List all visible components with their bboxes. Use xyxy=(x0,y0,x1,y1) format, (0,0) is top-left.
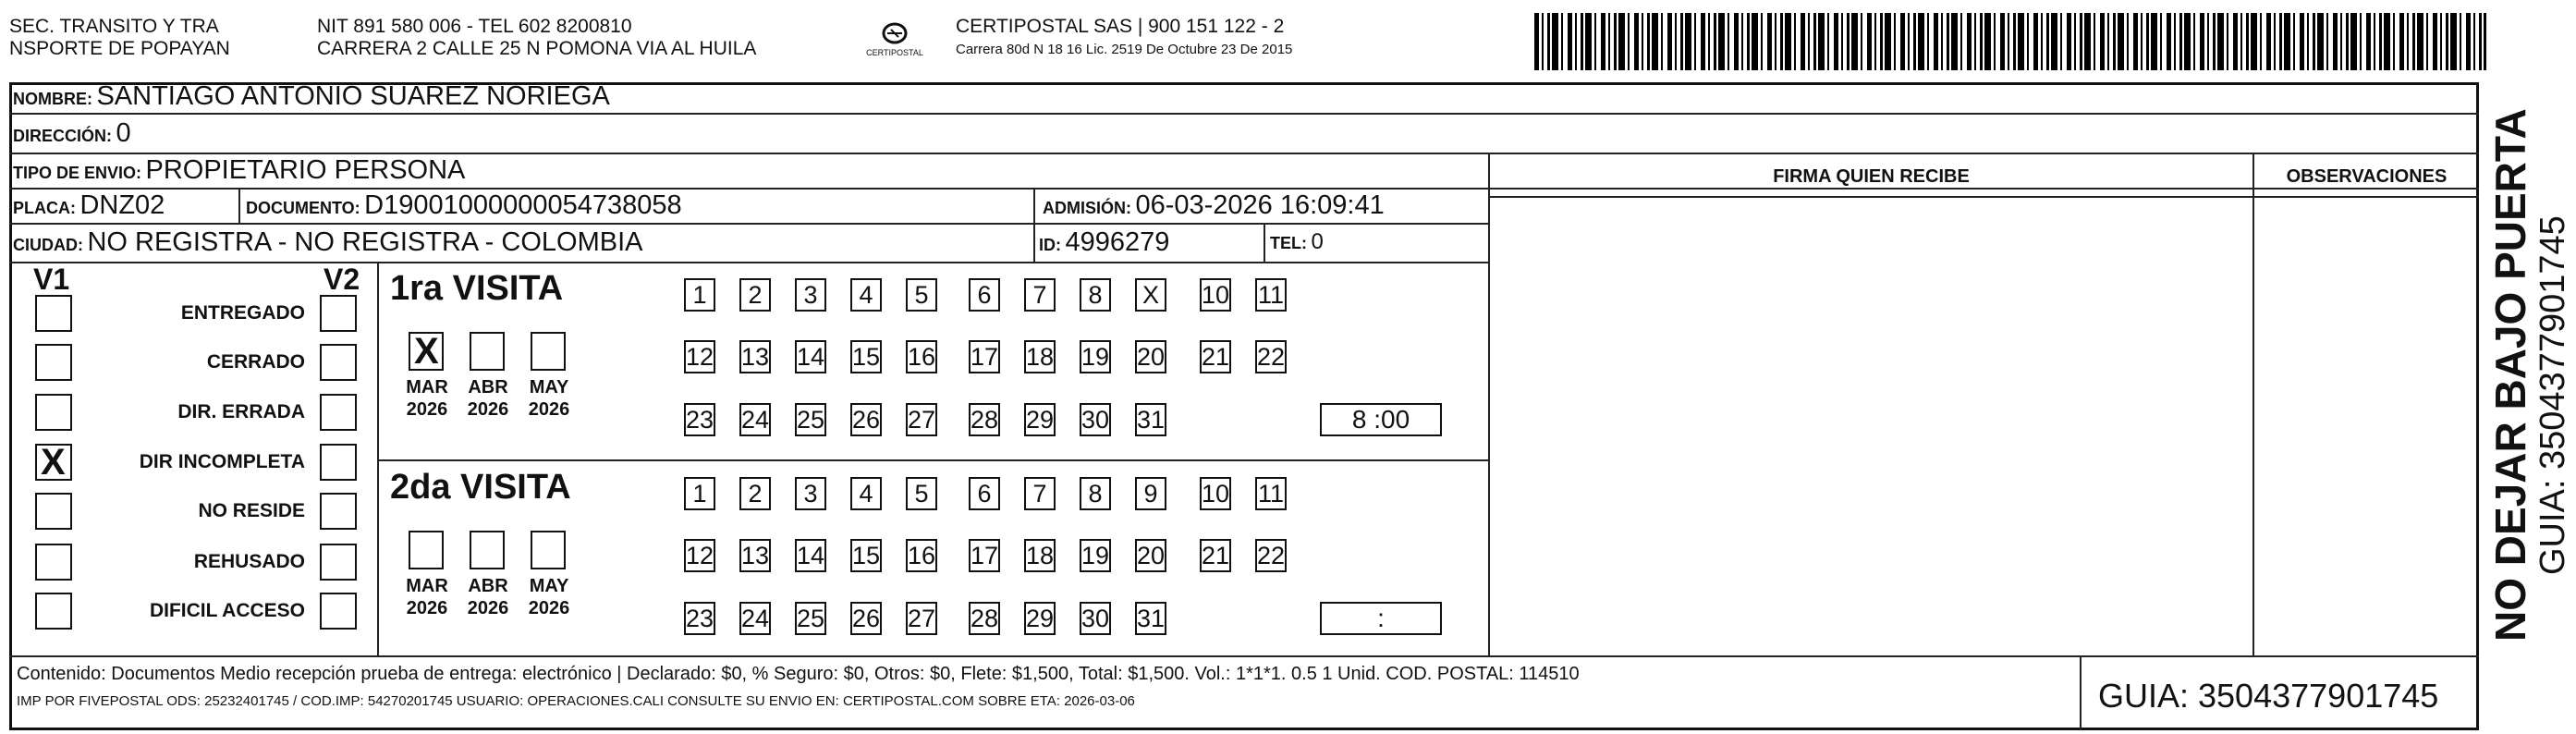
status-v1-checkbox[interactable] xyxy=(35,593,72,630)
tipo-label: TIPO DE ENVIO: xyxy=(13,164,142,182)
day-box[interactable]: 29 xyxy=(1024,602,1056,635)
nit-line: NIT 891 580 006 - TEL 602 8200810 xyxy=(317,16,632,37)
firma-header: FIRMA QUIEN RECIBE xyxy=(1773,166,1970,187)
status-v1-checkbox[interactable] xyxy=(35,444,72,481)
side-guia: GUIA: 3504377901745 xyxy=(2533,215,2572,575)
status-v2-checkbox[interactable] xyxy=(320,493,357,530)
day-box[interactable]: 7 xyxy=(1024,477,1056,510)
day-box[interactable]: 30 xyxy=(1080,403,1111,436)
day-box[interactable]: 3 xyxy=(795,477,826,510)
side-warning: NO DEJAR BAJO PUERTA xyxy=(2486,108,2534,642)
footer-guia: GUIA: 3504377901745 xyxy=(2098,677,2439,715)
day-box[interactable]: 27 xyxy=(906,602,937,635)
day-box[interactable]: 10 xyxy=(1200,477,1231,510)
month-year: 2026 xyxy=(406,399,448,420)
month-checkbox[interactable] xyxy=(470,531,505,569)
rule-guia-left xyxy=(2080,655,2082,730)
month-name: ABR xyxy=(468,576,508,596)
month-year: 2026 xyxy=(528,399,570,420)
status-option-label: NO RESIDE xyxy=(198,500,305,521)
day-box[interactable]: 6 xyxy=(969,278,1000,312)
month-checkbox[interactable] xyxy=(409,531,444,569)
nombre-row xyxy=(13,81,610,116)
rule-firma-left xyxy=(1488,153,1490,656)
nombre-value: SANTIAGO ANTONIO SUAREZ NORIEGA xyxy=(96,81,610,111)
month-name: MAR xyxy=(406,576,448,596)
status-option-label: DIR. ERRADA xyxy=(177,401,305,422)
day-box[interactable]: 22 xyxy=(1255,340,1287,373)
day-box[interactable]: 12 xyxy=(684,340,715,373)
visit-time-box[interactable]: 8 :00 xyxy=(1320,403,1442,436)
month-label xyxy=(458,575,518,619)
day-box[interactable]: 23 xyxy=(684,602,715,635)
status-v1-checkbox[interactable] xyxy=(35,544,72,581)
tel-label: TEL: xyxy=(1270,234,1307,252)
day-box[interactable]: 24 xyxy=(739,602,771,635)
tipo-value: PROPIETARIO PERSONA xyxy=(145,155,466,185)
documento-value: D19001000000054738058 xyxy=(364,190,682,220)
status-option-label: CERRADO xyxy=(206,351,305,373)
barcode xyxy=(1534,13,2486,70)
id-cell xyxy=(1039,227,1169,262)
documento-label: DOCUMENTO: xyxy=(246,199,360,217)
month-name: MAR xyxy=(406,377,448,398)
day-box[interactable]: 21 xyxy=(1200,539,1231,572)
rule-ciudad xyxy=(9,262,1488,263)
observaciones-header: OBSERVACIONES xyxy=(2286,166,2448,187)
sender-line-1: SEC. TRANSITO Y TRA xyxy=(9,16,219,37)
status-v1-checkbox[interactable] xyxy=(35,493,72,530)
rule-placa-doc xyxy=(238,188,240,223)
day-box[interactable]: 5 xyxy=(906,477,937,510)
day-box[interactable]: 16 xyxy=(906,539,937,572)
month-checkbox[interactable] xyxy=(531,332,566,371)
v1-label: V1 xyxy=(33,263,70,296)
month-checkbox[interactable] xyxy=(531,531,566,569)
placa-label: PLACA: xyxy=(13,199,76,217)
status-v2-checkbox[interactable] xyxy=(320,593,357,630)
id-value: 4996279 xyxy=(1065,227,1170,257)
logo-text: CERTIPOSTAL xyxy=(866,48,923,57)
admision-value: 06-03-2026 16:09:41 xyxy=(1135,190,1385,220)
direccion-row xyxy=(13,118,131,153)
certipostal-logo xyxy=(861,20,928,61)
admision-cell xyxy=(1043,190,1385,225)
rule-obs-left xyxy=(2252,153,2254,656)
placa-value: DNZ02 xyxy=(79,190,165,220)
status-option-label: ENTREGADO xyxy=(180,302,305,324)
day-box[interactable]: 20 xyxy=(1135,340,1166,373)
month-year: 2026 xyxy=(528,598,570,618)
day-box[interactable]: 13 xyxy=(739,539,771,572)
x-mark-icon: X xyxy=(414,331,439,372)
day-box[interactable]: 16 xyxy=(906,340,937,373)
firma-signature-area[interactable] xyxy=(1492,198,2251,654)
rule-visit-split xyxy=(379,459,1490,461)
status-option-label: DIFICIL ACCESO xyxy=(149,600,305,621)
visit-title: 1ra VISITA xyxy=(390,269,564,308)
rule-footer xyxy=(9,655,2479,657)
day-box[interactable]: 18 xyxy=(1024,340,1056,373)
month-year: 2026 xyxy=(467,399,509,420)
footer-line-2: IMP POR FIVEPOSTAL ODS: 25232401745 / COD.IMP: 54270201745 USUARIO: OPERACIONES.CALI CONSULTE SU ENVIO EN: CERTIPOSTAL.COM SOBRE ETA: 2026-03-06 xyxy=(17,693,1135,709)
day-box[interactable]: 6 xyxy=(969,477,1000,510)
company-address: Carrera 80d N 18 16 Lic. 2519 De Octubre 23 De 2015 xyxy=(956,42,1293,57)
id-label: ID: xyxy=(1039,236,1061,254)
day-box[interactable]: 8 xyxy=(1080,278,1111,312)
rule-tel xyxy=(1264,223,1265,262)
status-v1-checkbox[interactable] xyxy=(35,295,72,332)
direccion-label: DIRECCIÓN: xyxy=(13,127,112,145)
day-box[interactable]: 24 xyxy=(739,403,771,436)
day-box[interactable]: 1 xyxy=(684,278,715,312)
day-box[interactable]: 15 xyxy=(850,539,882,572)
month-label xyxy=(397,575,457,619)
day-box[interactable]: 8 xyxy=(1080,477,1111,510)
day-box[interactable]: 4 xyxy=(850,278,882,312)
day-box[interactable]: 27 xyxy=(906,403,937,436)
observaciones-area[interactable] xyxy=(2256,198,2477,654)
month-label xyxy=(458,376,518,421)
month-name: MAY xyxy=(529,377,569,398)
visit-title: 2da VISITA xyxy=(390,468,571,507)
day-box[interactable]: 17 xyxy=(969,340,1000,373)
day-box[interactable]: 4 xyxy=(850,477,882,510)
day-box[interactable]: 20 xyxy=(1135,539,1166,572)
day-box[interactable]: 18 xyxy=(1024,539,1056,572)
day-box[interactable]: 2 xyxy=(739,278,771,312)
status-v2-checkbox[interactable] xyxy=(320,394,357,431)
month-label xyxy=(519,575,579,619)
day-box[interactable]: 25 xyxy=(795,602,826,635)
status-option-label: REHUSADO xyxy=(193,551,305,572)
ciudad-cell xyxy=(13,227,642,262)
tel-cell xyxy=(1270,227,1324,260)
month-checkbox[interactable] xyxy=(470,332,505,371)
month-name: MAY xyxy=(529,576,569,596)
tipo-row xyxy=(13,155,465,190)
rule-visits-left xyxy=(377,262,379,655)
day-box[interactable]: 15 xyxy=(850,340,882,373)
day-box[interactable]: 28 xyxy=(969,602,1000,635)
status-v2-checkbox[interactable] xyxy=(320,444,357,481)
day-box[interactable]: 9 xyxy=(1135,477,1166,510)
ciudad-label: CIUDAD: xyxy=(13,236,83,254)
day-box[interactable]: 25 xyxy=(795,403,826,436)
day-box[interactable]: 19 xyxy=(1080,539,1111,572)
day-box[interactable]: 1 xyxy=(684,477,715,510)
day-box[interactable]: 10 xyxy=(1200,278,1231,312)
day-box[interactable]: 30 xyxy=(1080,602,1111,635)
day-box[interactable]: 3 xyxy=(795,278,826,312)
x-mark-icon: X xyxy=(41,442,66,483)
day-box[interactable]: 14 xyxy=(795,539,826,572)
tel-value: 0 xyxy=(1311,229,1324,254)
day-box[interactable]: 31 xyxy=(1135,602,1166,635)
month-label xyxy=(397,376,457,421)
company-line: CERTIPOSTAL SAS | 900 151 122 - 2 xyxy=(956,16,1285,37)
status-v1-checkbox[interactable] xyxy=(35,394,72,431)
day-box[interactable]: 22 xyxy=(1255,539,1287,572)
day-box[interactable]: 13 xyxy=(739,340,771,373)
day-box[interactable]: 26 xyxy=(850,602,882,635)
day-box[interactable]: 23 xyxy=(684,403,715,436)
placa-cell xyxy=(13,190,165,225)
day-box[interactable]: 28 xyxy=(969,403,1000,436)
status-v2-checkbox[interactable] xyxy=(320,344,357,381)
ciudad-value: NO REGISTRA - NO REGISTRA - COLOMBIA xyxy=(87,227,643,257)
month-year: 2026 xyxy=(406,598,448,618)
rule-direccion xyxy=(9,153,2479,154)
day-box[interactable]: 31 xyxy=(1135,403,1166,436)
day-box[interactable]: 14 xyxy=(795,340,826,373)
direccion-value: 0 xyxy=(116,118,131,148)
day-box[interactable]: 5 xyxy=(906,278,937,312)
admision-label: ADMISIÓN: xyxy=(1043,199,1131,217)
month-checkbox[interactable] xyxy=(409,332,444,371)
day-box[interactable]: 29 xyxy=(1024,403,1056,436)
documento-cell xyxy=(246,190,682,225)
day-box[interactable]: 2 xyxy=(739,477,771,510)
visit-time-box[interactable]: : xyxy=(1320,602,1442,635)
v2-label: V2 xyxy=(324,263,360,296)
month-label xyxy=(519,376,579,421)
nombre-label: NOMBRE: xyxy=(13,90,92,108)
month-name: ABR xyxy=(468,377,508,398)
status-v1-checkbox[interactable] xyxy=(35,344,72,381)
status-option-label: DIR INCOMPLETA xyxy=(139,451,305,472)
day-box[interactable]: 17 xyxy=(969,539,1000,572)
address-line: CARRERA 2 CALLE 25 N POMONA VIA AL HUILA xyxy=(317,38,757,59)
day-box[interactable]: 12 xyxy=(684,539,715,572)
sender-line-2: NSPORTE DE POPAYAN xyxy=(9,38,230,59)
day-box[interactable]: 11 xyxy=(1255,278,1287,312)
status-v2-checkbox[interactable] xyxy=(320,295,357,332)
footer-line-1: Contenido: Documentos Medio recepción prueba de entrega: electrónico | Declarado: $0, % Seguro: $0, Otros: $0, Flete: $1,500, Total: $1,500. Vol.: 1*1*1. 0.5 1 Unid. COD. POSTAL: 114510 xyxy=(17,664,1580,684)
month-year: 2026 xyxy=(467,598,509,618)
day-box[interactable]: 11 xyxy=(1255,477,1287,510)
rule-admision xyxy=(1033,188,1035,262)
day-box[interactable]: 7 xyxy=(1024,278,1056,312)
day-box[interactable]: X xyxy=(1135,278,1166,312)
day-box[interactable]: 26 xyxy=(850,403,882,436)
day-box[interactable]: 21 xyxy=(1200,340,1231,373)
day-box[interactable]: 19 xyxy=(1080,340,1111,373)
status-v2-checkbox[interactable] xyxy=(320,544,357,581)
